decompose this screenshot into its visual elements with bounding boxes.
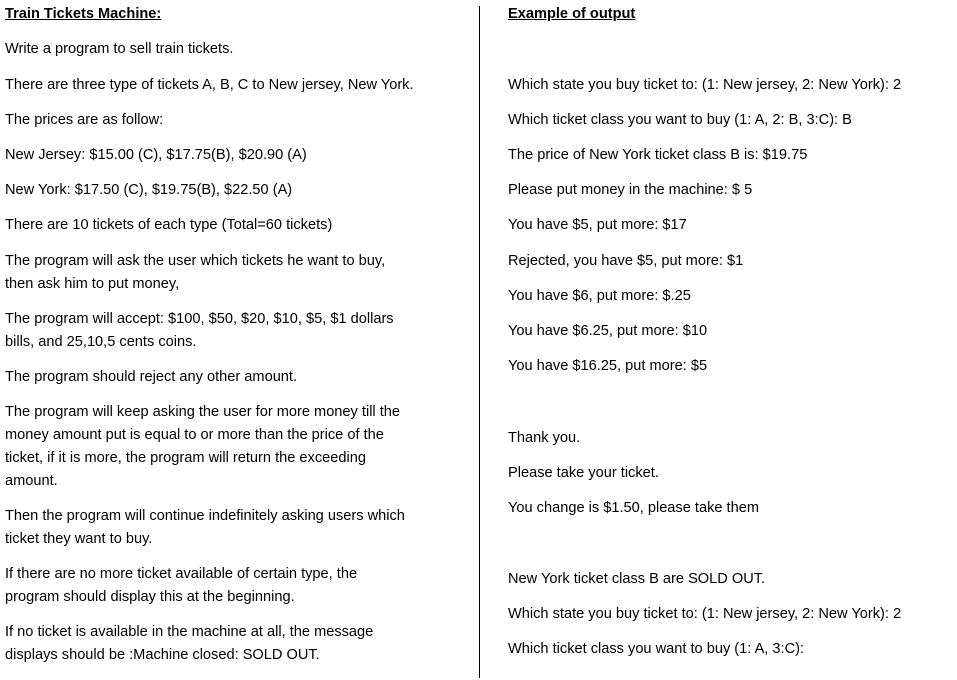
left-line: If no ticket is available in the machine at all, the message [5,624,374,640]
output-line: Please put money in the machine: $ 5 [508,182,753,198]
left-line: New York: $17.50 (C), $19.75(B), $22.50 (A) [5,182,293,198]
left-line: Then the program will continue indefinitely asking users which [5,508,405,524]
left-line: Write a program to sell train tickets. [5,41,234,57]
output-line: You have $16.25, put more: $5 [508,358,708,374]
left-line: If there are no more ticket available of certain type, the [5,566,358,582]
output-line: Which ticket class you want to buy (1: A, 3:C): [508,641,805,657]
left-line: program should display this at the beginning. [5,589,295,605]
left-line: There are 10 tickets of each type (Total=60 tickets) [5,217,333,233]
left-heading: Train Tickets Machine: [5,6,162,22]
left-line: The program should reject any other amount. [5,369,298,385]
output-line: You change is $1.50, please take them [508,500,759,516]
left-line: money amount put is equal to or more than the price of the [5,427,384,443]
left-line: amount. [5,473,58,489]
left-line: The program will accept: $100, $50, $20, $10, $5, $1 dollars [5,311,394,327]
output-line: The price of New York ticket class B is: $19.75 [508,147,808,163]
output-line: New York ticket class B are SOLD OUT. [508,571,766,587]
output-line: Which state you buy ticket to: (1: New jersey, 2: New York): 2 [508,606,902,622]
left-line: ticket, if it is more, the program will return the exceeding [5,450,366,466]
left-line: ticket they want to buy. [5,531,153,547]
left-line: then ask him to put money, [5,276,180,292]
left-line: displays should be :Machine closed: SOLD OUT. [5,647,320,663]
output-line: Thank you. [508,430,581,446]
left-line: The program will ask the user which tickets he want to buy, [5,253,386,269]
output-line: Which ticket class you want to buy (1: A, 2: B, 3:C): B [508,112,852,128]
left-line: The program will keep asking the user for more money till the [5,404,401,420]
left-line: bills, and 25,10,5 cents coins. [5,334,197,350]
output-line: Which state you buy ticket to: (1: New jersey, 2: New York): 2 [508,77,902,93]
left-line: New Jersey: $15.00 (C), $17.75(B), $20.90 (A) [5,147,307,163]
output-line: You have $6, put more: $.25 [508,288,691,304]
output-line: You have $5, put more: $17 [508,217,687,233]
output-line: You have $6.25, put more: $10 [508,323,708,339]
column-divider [479,6,480,678]
left-line: The prices are as follow: [5,112,164,128]
output-line: Please take your ticket. [508,465,659,481]
left-line: There are three type of tickets A, B, C to New jersey, New York. [5,77,414,93]
right-heading: Example of output [508,6,636,22]
output-line: Rejected, you have $5, put more: $1 [508,253,744,269]
